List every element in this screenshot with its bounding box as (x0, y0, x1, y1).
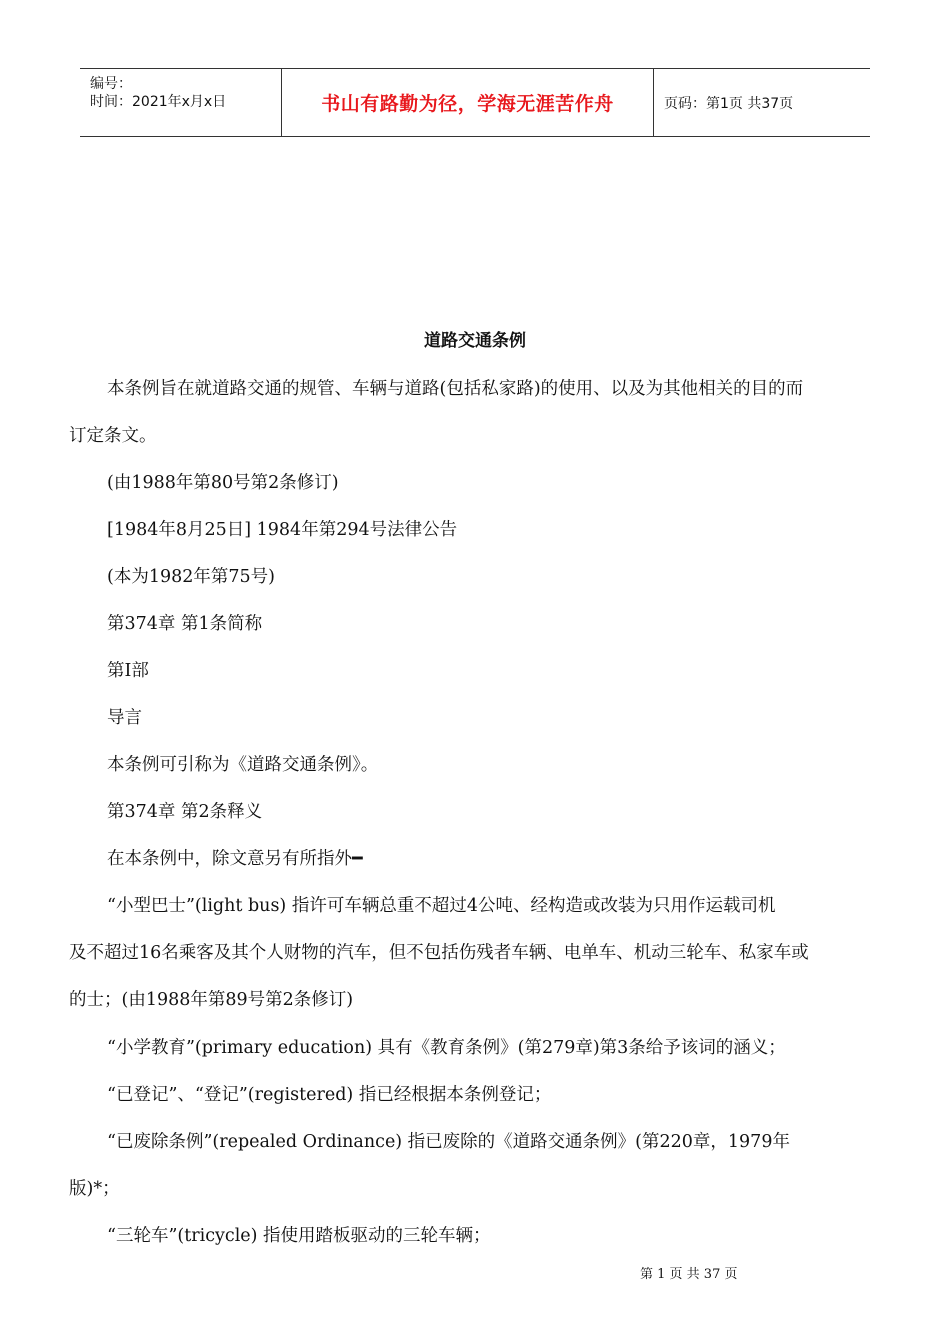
paragraph-line: 本条例可引称为《道路交通条例》。 (107, 755, 379, 775)
paragraph-line: 本条例旨在就道路交通的规管、车辆与道路(包括私家路)的使用、以及为其他相关的目的而 (107, 379, 804, 399)
header-meta-cell (80, 69, 282, 136)
paragraph-line: “三轮车”(tricycle) 指使用踏板驱动的三轮车辆； (107, 1226, 491, 1246)
paragraph-line: 版)*； (69, 1179, 120, 1199)
paragraph-line: 及不超过16名乘客及其个人财物的汽车，但不包括伤残者车辆、电单车、机动三轮车、私家车或 (69, 943, 809, 963)
paragraph-line: (本为1982年第75号) (107, 567, 275, 587)
paragraph-line: 第374章 第2条释义 (107, 802, 263, 822)
paragraph-line: 订定条文。 (69, 426, 157, 446)
motto: 书山有路勤为径，学海无涯苦作舟 (321, 93, 614, 115)
document-title: 道路交通条例 (424, 331, 526, 351)
paragraph-line: “已登记”、“登记”(registered) 指已经根据本条例登记； (107, 1085, 552, 1105)
paragraph-line: “小学教育”(primary education) 具有《教育条例》(第279章)第3条给予该词的涵义； (107, 1038, 786, 1058)
paragraph-line: 的士；(由1988年第89号第2条修订) (69, 990, 354, 1010)
paragraph-line: 第374章 第1条简称 (107, 614, 263, 634)
paragraph-line: [1984年8月25日] 1984年第294号法律公告 (107, 520, 458, 540)
paragraph-line: 导言 (107, 708, 142, 728)
paragraph-line: “已废除条例”(repealed Ordinance) 指已废除的《道路交通条例》(第220章，1979年 (107, 1132, 790, 1152)
page-info: 页码：第1页 共37页 (664, 95, 794, 112)
time-label: 时间：2021年x月x日 (90, 94, 227, 110)
paragraph-line: 在本条例中，除文意另有所指外━ (107, 849, 363, 869)
header-motto-cell (282, 69, 654, 136)
page-footer: 第 1 页 共 37 页 (640, 1267, 738, 1282)
header-page-cell (654, 69, 870, 136)
paragraph-line: (由1988年第80号第2条修订) (107, 473, 339, 493)
paragraph-line: “小型巴士”(light bus) 指许可车辆总重不超过4公吨、经构造或改装为只用作运载司机 (107, 896, 776, 916)
number-label: 编号： (90, 76, 132, 92)
document-header (80, 68, 870, 137)
paragraph-line: 第I部 (107, 661, 149, 681)
